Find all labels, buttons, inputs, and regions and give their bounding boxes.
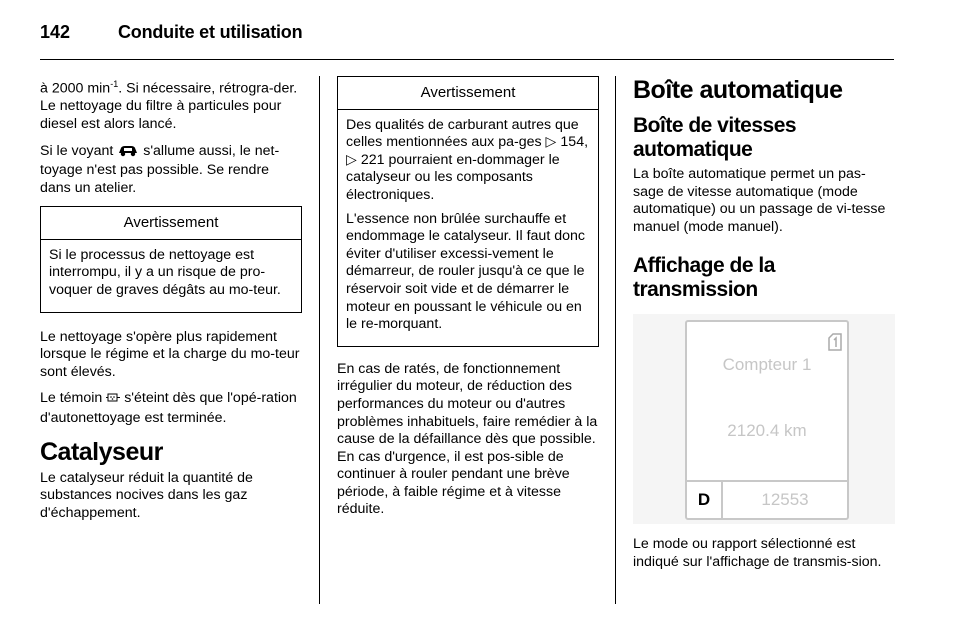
page-ref-arrow-icon: ▷ <box>545 134 557 151</box>
page-number: 142 <box>40 22 71 42</box>
trip-value: 2120.4 km <box>727 421 807 441</box>
particle-filter-icon <box>106 391 120 410</box>
gear-1-icon <box>827 332 843 358</box>
warning-title: Avertissement <box>41 207 301 240</box>
display-screen <box>685 320 849 520</box>
warning-text: Des qualités de carburant autres que celles mentionnées aux pa-ges ▷ 154, ▷ 221 pourraient en-dommager le catalyseur ou les composants électroniques. <box>346 116 589 203</box>
subheading-affichage: Affichage de la transmission <box>633 254 775 302</box>
trip-label: Compteur 1 <box>722 355 812 375</box>
warning-text: Si le processus de nettoyage est interrompu, il y a un risque de pro-voquer de graves dégâts au mo-teur. <box>49 246 281 299</box>
display-bottom-row <box>687 480 847 520</box>
paragraph: Si le voyant s'allume aussi, le net-toyage n'est pas possible. Se rendre dans un atelier. <box>40 142 280 196</box>
page-ref[interactable]: 221 <box>360 151 385 168</box>
paragraph: Le témoin s'éteint dès que l'opé-ration d'autonettoyage est terminée. <box>40 390 297 427</box>
column-left <box>40 76 302 531</box>
page-ref-arrow-icon: ▷ <box>346 151 357 168</box>
paragraph: Le catalyseur réduit la quantité de substances nocives dans les gaz d'échappement. <box>40 469 253 521</box>
paragraph: Le mode ou rapport sélectionné est indiqué sur l'affichage de transmis-sion. <box>633 536 882 570</box>
paragraph: à 2000 $\min^{-1}$. Si nécessaire, rétrogra-der. Le nettoyage du filtre à particules pour diesel est alors lancé. <box>40 79 298 132</box>
column-divider <box>615 76 616 604</box>
odometer-value: 12553 <box>761 490 809 510</box>
page-ref[interactable]: 154 <box>560 134 585 151</box>
header-rule <box>40 59 894 60</box>
gear-indicator: D <box>687 482 723 518</box>
column-middle <box>337 76 599 528</box>
warning-text: L'essence non brûlée surchauffe et endommage le catalyseur. Il faut donc éviter d'utiliser excessi-vement le démarreur, de rouler jusqu'à ce que le réservoir soit vide et de démarrer le moteur en poussant le véhicule ou en le re-morquant. <box>346 210 585 333</box>
transmission-display-image <box>633 314 895 524</box>
paragraph: La boîte automatique permet un pas-sage de vitesse automatique (mode automatique) ou un passage de vi-tesse manuel (mode manuel). <box>633 166 886 235</box>
section-title: Conduite et utilisation <box>118 22 303 42</box>
page-header <box>40 20 894 60</box>
column-divider <box>319 76 320 604</box>
heading-boite-automatique: Boîte automatique <box>633 76 843 104</box>
warning-box <box>337 76 599 347</box>
paragraph: En cas de ratés, de fonctionnement irrégulier du moteur, de réduction des performances du moteur ou d'autres problèmes inhabituels, faire remédier à la cause de la défaillance dès que possible. En cas d'urgence, il est pos-sible de continuer à rouler pendant une brève période, à faible régime et à vitesse réduite. <box>337 360 598 518</box>
car-warning-icon <box>117 144 139 163</box>
column-right <box>633 76 895 581</box>
warning-title: Avertissement <box>338 77 598 110</box>
warning-box <box>40 206 302 312</box>
paragraph: Le nettoyage s'opère plus rapidement lorsque le régime et la charge du mo-teur sont élevés. <box>40 328 300 380</box>
heading-catalyseur: Catalyseur <box>40 437 163 466</box>
subheading-boite-vitesses: Boîte de vitesses automatique <box>633 114 797 161</box>
